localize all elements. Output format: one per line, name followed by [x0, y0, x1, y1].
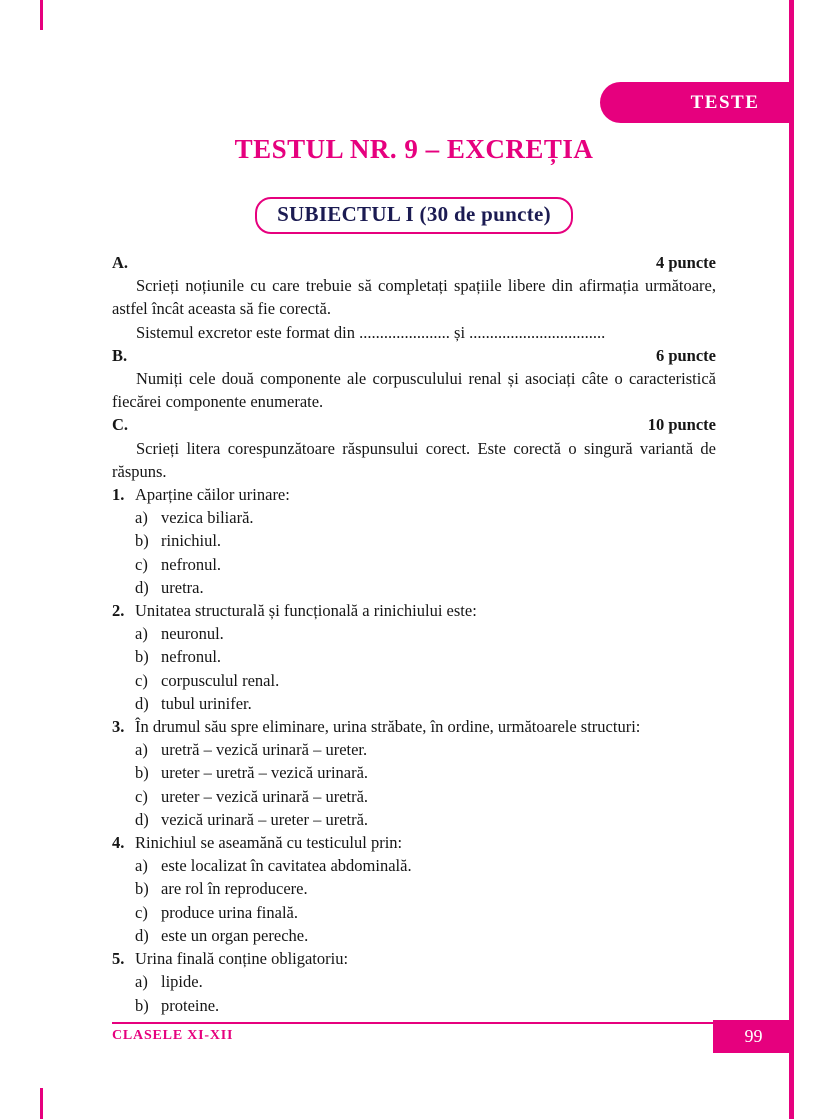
question-2-stem [112, 599, 716, 622]
question-text: Rinichiul se aseamănă cu testiculul prin: [135, 833, 403, 853]
question-2-option-c [112, 669, 716, 692]
section-a-points: 4 puncte [655, 253, 716, 272]
page-number: 99 [744, 1026, 763, 1046]
question-number: 5. [112, 949, 125, 969]
question-text: Unitatea structurală și funcțională a rinichiului este: [135, 601, 477, 621]
section-c-points: 10 puncte [647, 415, 716, 435]
option-text: rinichiul. [161, 531, 222, 551]
option-text: proteine. [161, 995, 220, 1015]
option-letter: a) [135, 740, 148, 760]
question-number: 1. [112, 485, 125, 505]
question-1 [112, 483, 716, 599]
question-2-option-b [112, 645, 716, 668]
question-4-stem [112, 831, 716, 854]
option-letter: b) [135, 995, 149, 1015]
question-number: 3. [112, 717, 125, 737]
option-text: produce urina finală. [161, 902, 298, 922]
option-text: nefronul. [161, 647, 222, 667]
question-1-option-c [112, 553, 716, 576]
footer-rule [112, 1022, 713, 1024]
question-number: 2. [112, 601, 125, 621]
section-a-fill-in-line: Sistemul excretor este format din ...................... și ................................. [136, 322, 606, 342]
option-letter: a) [135, 972, 148, 992]
question-4 [112, 831, 716, 947]
option-letter: b) [135, 879, 149, 899]
section-b-paragraph: Numiți cele două componente ale corpusculului renal și asociați câte o caracteristică fiecărei componente enumerate. [112, 369, 716, 412]
question-number: 4. [112, 833, 125, 853]
question-5-option-a [112, 970, 716, 993]
question-2-option-d [112, 692, 716, 715]
option-letter: b) [135, 647, 149, 667]
question-4-option-a [112, 854, 716, 877]
page-number-box [713, 1020, 794, 1053]
teste-tab-label: TESTE [690, 91, 760, 113]
option-letter: a) [135, 624, 148, 644]
option-letter: b) [135, 763, 149, 783]
section-c-label: C. [112, 415, 129, 435]
crop-mark-bottom-left [40, 1088, 43, 1119]
option-letter: b) [135, 531, 149, 551]
section-c-paragraph: Scrieți litera corespunzătoare răspunsului corect. Este corectă o singură variantă de răspuns. [112, 438, 716, 481]
subject-heading-wrap [0, 197, 828, 234]
section-a-paragraph: Scrieți noțiunile cu care trebuie să completați spațiile libere din afirmația următoare, astfel încât aceasta să fie corectă. [112, 276, 716, 319]
option-letter: a) [135, 508, 148, 528]
question-text: Aparține căilor urinare: [135, 485, 290, 505]
option-letter: c) [135, 554, 148, 574]
subject-heading-label: SUBIECTUL I (30 de puncte) [277, 202, 551, 226]
option-text: este localizat în cavitatea abdominală. [161, 856, 412, 876]
section-c [112, 413, 716, 483]
section-c-head [112, 413, 716, 436]
option-letter: d) [135, 925, 149, 945]
question-4-option-b [112, 877, 716, 900]
option-letter: c) [135, 902, 148, 922]
option-text: nefronul. [161, 554, 222, 574]
question-1-stem [112, 483, 716, 506]
question-2 [112, 599, 716, 715]
question-4-option-c [112, 901, 716, 924]
question-1-option-a [112, 506, 716, 529]
option-text: este un organ pereche. [161, 925, 309, 945]
question-4-option-d [112, 924, 716, 947]
question-3-option-d [112, 808, 716, 831]
crop-mark-top-left [40, 0, 43, 30]
option-text: vezica biliară. [161, 508, 254, 528]
question-3-option-a [112, 738, 716, 761]
question-5 [112, 947, 716, 1017]
option-text: tubul urinifer. [161, 693, 252, 713]
option-letter: d) [135, 693, 149, 713]
question-1-option-b [112, 529, 716, 552]
questions-list [112, 483, 716, 1017]
option-letter: c) [135, 670, 148, 690]
section-a-head [112, 251, 716, 274]
subject-heading-box [255, 197, 573, 234]
option-letter: a) [135, 856, 148, 876]
section-a [112, 251, 716, 344]
option-text: vezică urinară – ureter – uretră. [161, 809, 369, 829]
option-text: are rol în reproducere. [161, 879, 308, 899]
right-edge-bar [789, 0, 794, 1119]
question-1-option-d [112, 576, 716, 599]
question-text: Urina finală conține obligatoriu: [135, 949, 349, 969]
option-letter: d) [135, 809, 149, 829]
question-3-stem [112, 715, 716, 738]
section-a-label: A. [112, 253, 129, 272]
option-text: lipide. [161, 972, 203, 992]
content-column [112, 251, 716, 1017]
option-letter: c) [135, 786, 148, 806]
section-b-label: B. [112, 345, 128, 365]
section-b-points: 6 puncte [655, 345, 716, 365]
question-2-option-a [112, 622, 716, 645]
option-text: corpusculul renal. [161, 670, 280, 690]
question-3-option-b [112, 761, 716, 784]
question-3-option-c [112, 785, 716, 808]
teste-tab [600, 82, 794, 123]
section-b [112, 344, 716, 414]
option-text: uretra. [161, 577, 204, 597]
footer-class-label: CLASELE XI-XII [112, 1028, 234, 1043]
option-text: neuronul. [161, 624, 224, 644]
question-5-option-b [112, 994, 716, 1017]
section-b-head [112, 344, 716, 367]
option-letter: d) [135, 577, 149, 597]
option-text: ureter – vezică urinară – uretră. [161, 786, 369, 806]
option-text: uretră – vezică urinară – ureter. [161, 740, 368, 760]
option-text: ureter – uretră – vezică urinară. [161, 763, 369, 783]
question-text: În drumul său spre eliminare, urina străbate, în ordine, următoarele structuri: [135, 717, 641, 737]
page-title: TESTUL NR. 9 – EXCREȚIA [234, 134, 594, 164]
question-5-stem [112, 947, 716, 970]
question-3 [112, 715, 716, 831]
